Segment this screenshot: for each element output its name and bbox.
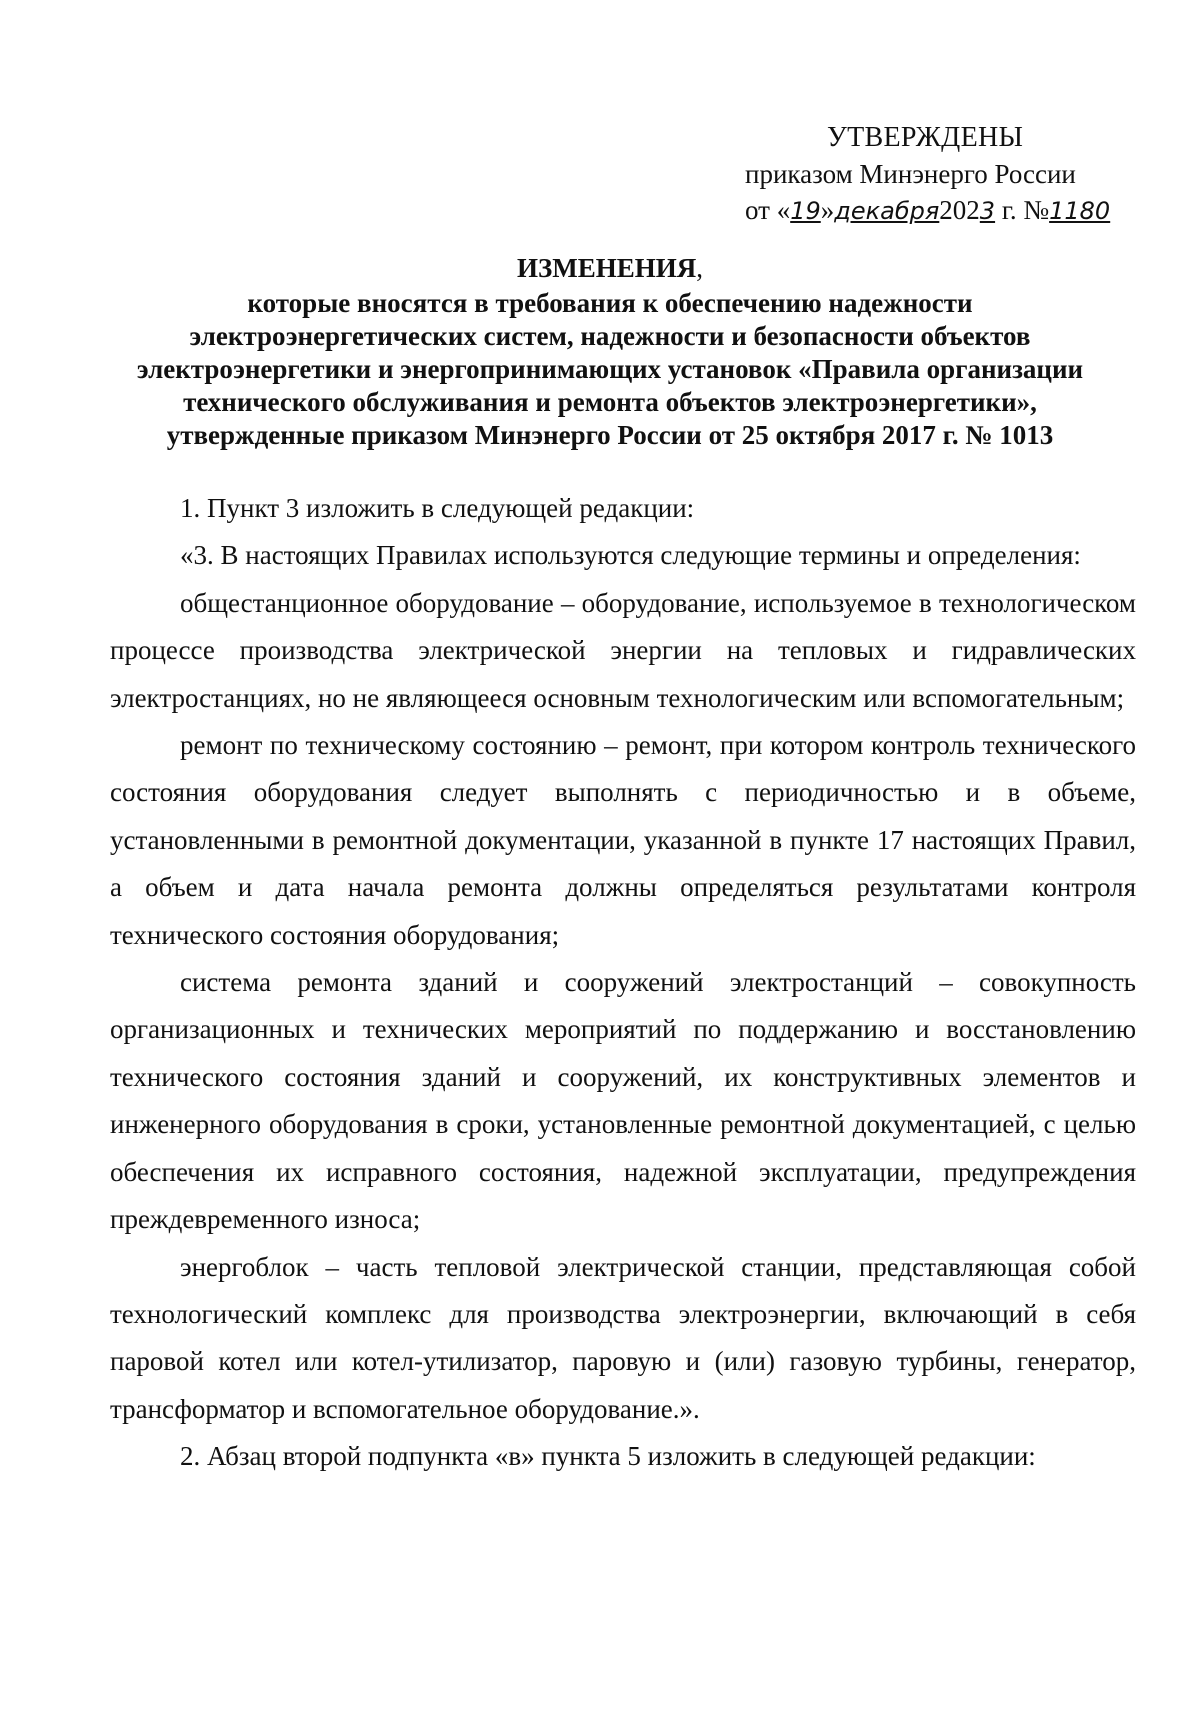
paragraph-item-1: 1. Пункт 3 изложить в следующей редакции: <box>180 493 695 523</box>
subtitle-line: электроэнергетики и энергопринимающих установок «Правила организации <box>136 354 1084 384</box>
definition-condition-based-repair: ремонт по техническому состоянию – ремонт, при котором контроль технического состояния оборудования следует выполнять с периодичностью и в объеме, установленными в ремонтной документации, указанной в пункте 17 настоящих Правил, а объем и дата начала ремонта должны определяться результатами контроля технического состояния оборудования; <box>110 730 1136 950</box>
approved-heading: УТВЕРЖДЕНЫ <box>827 122 1024 153</box>
subtitle-line: электроэнергетических систем, надежности и безопасности объектов <box>189 321 1031 351</box>
subtitle-line: которые вносятся в требования к обеспечению надежности <box>247 288 973 318</box>
handwritten-order-number: 1180 <box>1049 197 1111 225</box>
document-title <box>80 252 1140 452</box>
approval-block <box>745 120 1145 229</box>
main-title <box>80 252 1140 285</box>
year-suffix: г. № <box>995 195 1050 225</box>
order-authority: приказом Минэнерго России <box>745 159 1076 189</box>
year-prefix: 202 <box>939 195 980 225</box>
handwritten-month: декабря <box>834 197 940 225</box>
document-body <box>110 485 1136 1481</box>
definition-building-repair-system: система ремонта зданий и сооружений электростанций – совокупность организационных и технических мероприятий по поддержанию и восстановлению технического состояния зданий и сооружений, их конструктивных элементов и инженерного оборудования в сроки, установленные ремонтной документацией, с целью обеспечения их исправного состояния, надежной эксплуатации, предупреждения преждевременного износа; <box>110 967 1136 1235</box>
handwritten-day: 19 <box>790 197 821 225</box>
date-mid: » <box>820 195 835 225</box>
paragraph-item-2: 2. Абзац второй подпункта «в» пункта 5 изложить в следующей редакции: <box>180 1441 1036 1472</box>
definition-general-station-equipment: общестанционное оборудование – оборудование, используемое в технологическом процессе производства электрической энергии на тепловых и гидравлических электростанциях, но не являющееся основным технологическим или вспомогательным; <box>110 587 1136 713</box>
paragraph-item-3-intro: «3. В настоящих Правилах используются следующие термины и определения: <box>180 540 1081 571</box>
order-date-number <box>745 192 1145 229</box>
subtitle-line: утвержденные приказом Минэнерго России от 25 октября 2017 г. № 1013 <box>166 420 1054 450</box>
subtitle-line: технического обслуживания и ремонта объектов электроэнергетики», <box>183 387 1037 417</box>
main-title-comma: , <box>696 253 703 283</box>
definition-power-unit: энергоблок – часть тепловой электрической станции, представляющая собой технологический комплекс для производства электроэнергии, включающий в себя паровой котел или котел-утилизатор, паровую и (или) газовую турбины, генератор, трансформатор и вспомогательное оборудование.». <box>110 1251 1136 1424</box>
main-title-text: ИЗМЕНЕНИЯ <box>516 253 697 283</box>
handwritten-year-digit: 3 <box>979 197 996 225</box>
date-prefix: от « <box>745 195 791 225</box>
